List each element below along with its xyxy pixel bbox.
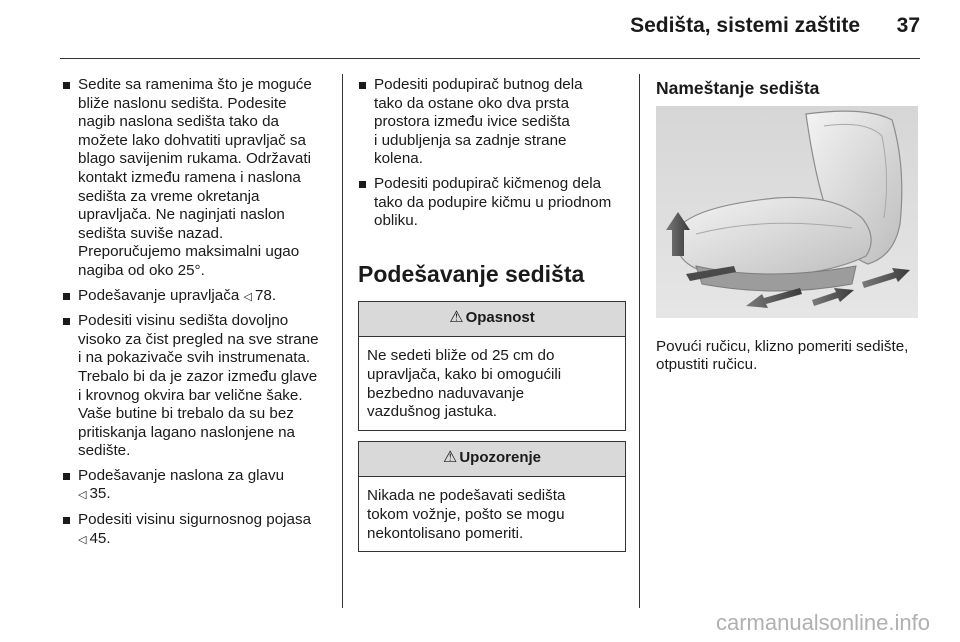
text-line: bezbedno naduvavanje (367, 384, 525, 402)
bullet-steering-adjust (62, 287, 326, 307)
sub-heading: Nameštanje sedišta (656, 78, 820, 98)
warning-box-title: Upozorenje (459, 448, 542, 466)
danger-box-header (359, 302, 625, 338)
bullet-belt-height (62, 511, 326, 549)
text-line: bliže naslonu sedišta. Podesite (78, 94, 287, 112)
text-line: nagib naslona sedišta tako da (78, 113, 279, 131)
bullet-text: Podesiti visinu sigurnosnog pojasa (78, 511, 312, 529)
seat-adjustment-illustration (656, 106, 918, 318)
text-line: Ne sedeti bliže od 25 cm do (367, 347, 555, 365)
bullet-text: Podešavanje upravljača (78, 286, 240, 304)
text-line: i krovnog okvira bar velične šake. (78, 386, 303, 404)
warning-triangle-icon: ⚠ (442, 448, 458, 466)
danger-box (358, 301, 626, 431)
text-line: Podesiti visinu sedišta dovoljno (78, 312, 289, 330)
watermark: carmanualsonline.info (715, 610, 930, 635)
page-title: Sedišta, sistemi zaštite (630, 14, 860, 37)
column-1 (62, 76, 326, 555)
text-line: vazdušnog jastuka. (367, 403, 498, 421)
warning-triangle-icon: ⚠ (449, 308, 464, 326)
text-line: i na pokazivače svih instrumenata. (78, 349, 311, 367)
text-line: Povući ručicu, klizno pomeriti sedište, (656, 337, 909, 355)
bullet-text: Podešavanje naslona za glavu (78, 466, 285, 484)
text-line: sedišta suviše nazad. (78, 224, 224, 242)
bullet-seat-height (62, 312, 326, 461)
text-line: sedišta za vreme okretanja (78, 187, 260, 205)
text-line: nagiba od oko 25°. (78, 261, 205, 279)
page-number: 37 (896, 14, 920, 37)
danger-box-body (359, 337, 625, 429)
section-heading: Podešavanje sedišta (358, 260, 585, 287)
column-divider-1 (342, 74, 343, 608)
bullet-lumbar-support (358, 175, 626, 231)
text-line: upravljača. Ne naginjati naslon (78, 206, 285, 224)
text-line: Podesiti podupirač kičmenog dela (374, 174, 602, 192)
text-line: možete lako dohvatiti upravljač sa (78, 131, 306, 149)
text-line: Vaše butine bi trebalo da su bez (78, 405, 294, 423)
warning-box-header (359, 442, 625, 478)
text-line: kolena. (374, 150, 423, 168)
warning-box-body (359, 477, 625, 551)
text-line: tako da podupire kičmu u priodnom (374, 193, 612, 211)
page-ref-arrow-icon: ◁ (243, 290, 252, 303)
text-line: pritiskanja lagano naslonjene na (78, 423, 296, 441)
warning-box (358, 441, 626, 552)
text-line: nekontolisano pomeriti. (367, 524, 524, 542)
bullet-seat-position (62, 76, 326, 281)
bullet-headrest-adjust (62, 467, 326, 505)
column-2 (358, 76, 626, 562)
text-line: blago savijenim rukama. Održavati (78, 150, 311, 168)
page-ref-link[interactable]: 78. (254, 286, 277, 304)
text-line: Nikada ne podešavati sedišta (367, 487, 566, 505)
page-ref-arrow-icon: ◁ (78, 489, 87, 502)
text-line: tako da ostane oko dva prsta (374, 94, 570, 112)
text-line: kontakt između ramena i naslona (78, 168, 301, 186)
text-line: Sedite sa ramenima što je moguće (78, 76, 312, 93)
text-line: otpustiti ručicu. (656, 356, 758, 374)
header-rule (60, 58, 920, 59)
text-line: Trebalo bi da je zazor između glave (78, 367, 318, 385)
text-line: i udubljenja sa zadnje strane (374, 131, 567, 149)
text-line: visoko za čist pregled na sve strane (78, 330, 319, 348)
page-ref-link[interactable]: 45. (89, 529, 111, 547)
page-ref-link[interactable]: 35. (89, 485, 111, 503)
text-line: Podesiti podupirač butnog dela (374, 76, 583, 93)
danger-box-title: Opasnost (465, 308, 535, 326)
illustration-caption (656, 338, 922, 375)
text-line: upravljača, kako bi omogućili (367, 365, 562, 383)
text-line: sedište. (78, 442, 131, 460)
text-line: obliku. (374, 212, 418, 230)
text-line: tokom vožnje, pošto se mogu (367, 505, 565, 523)
column-divider-2 (639, 74, 640, 608)
instruction-list-2 (358, 76, 626, 231)
page-ref-arrow-icon: ◁ (78, 533, 87, 546)
instruction-list-1 (62, 76, 326, 549)
text-line: Preporučujemo maksimalni ugao (78, 243, 300, 261)
column-3 (656, 76, 922, 375)
text-line: prostora između ivice sedišta (374, 113, 570, 131)
bullet-thigh-support (358, 76, 626, 169)
